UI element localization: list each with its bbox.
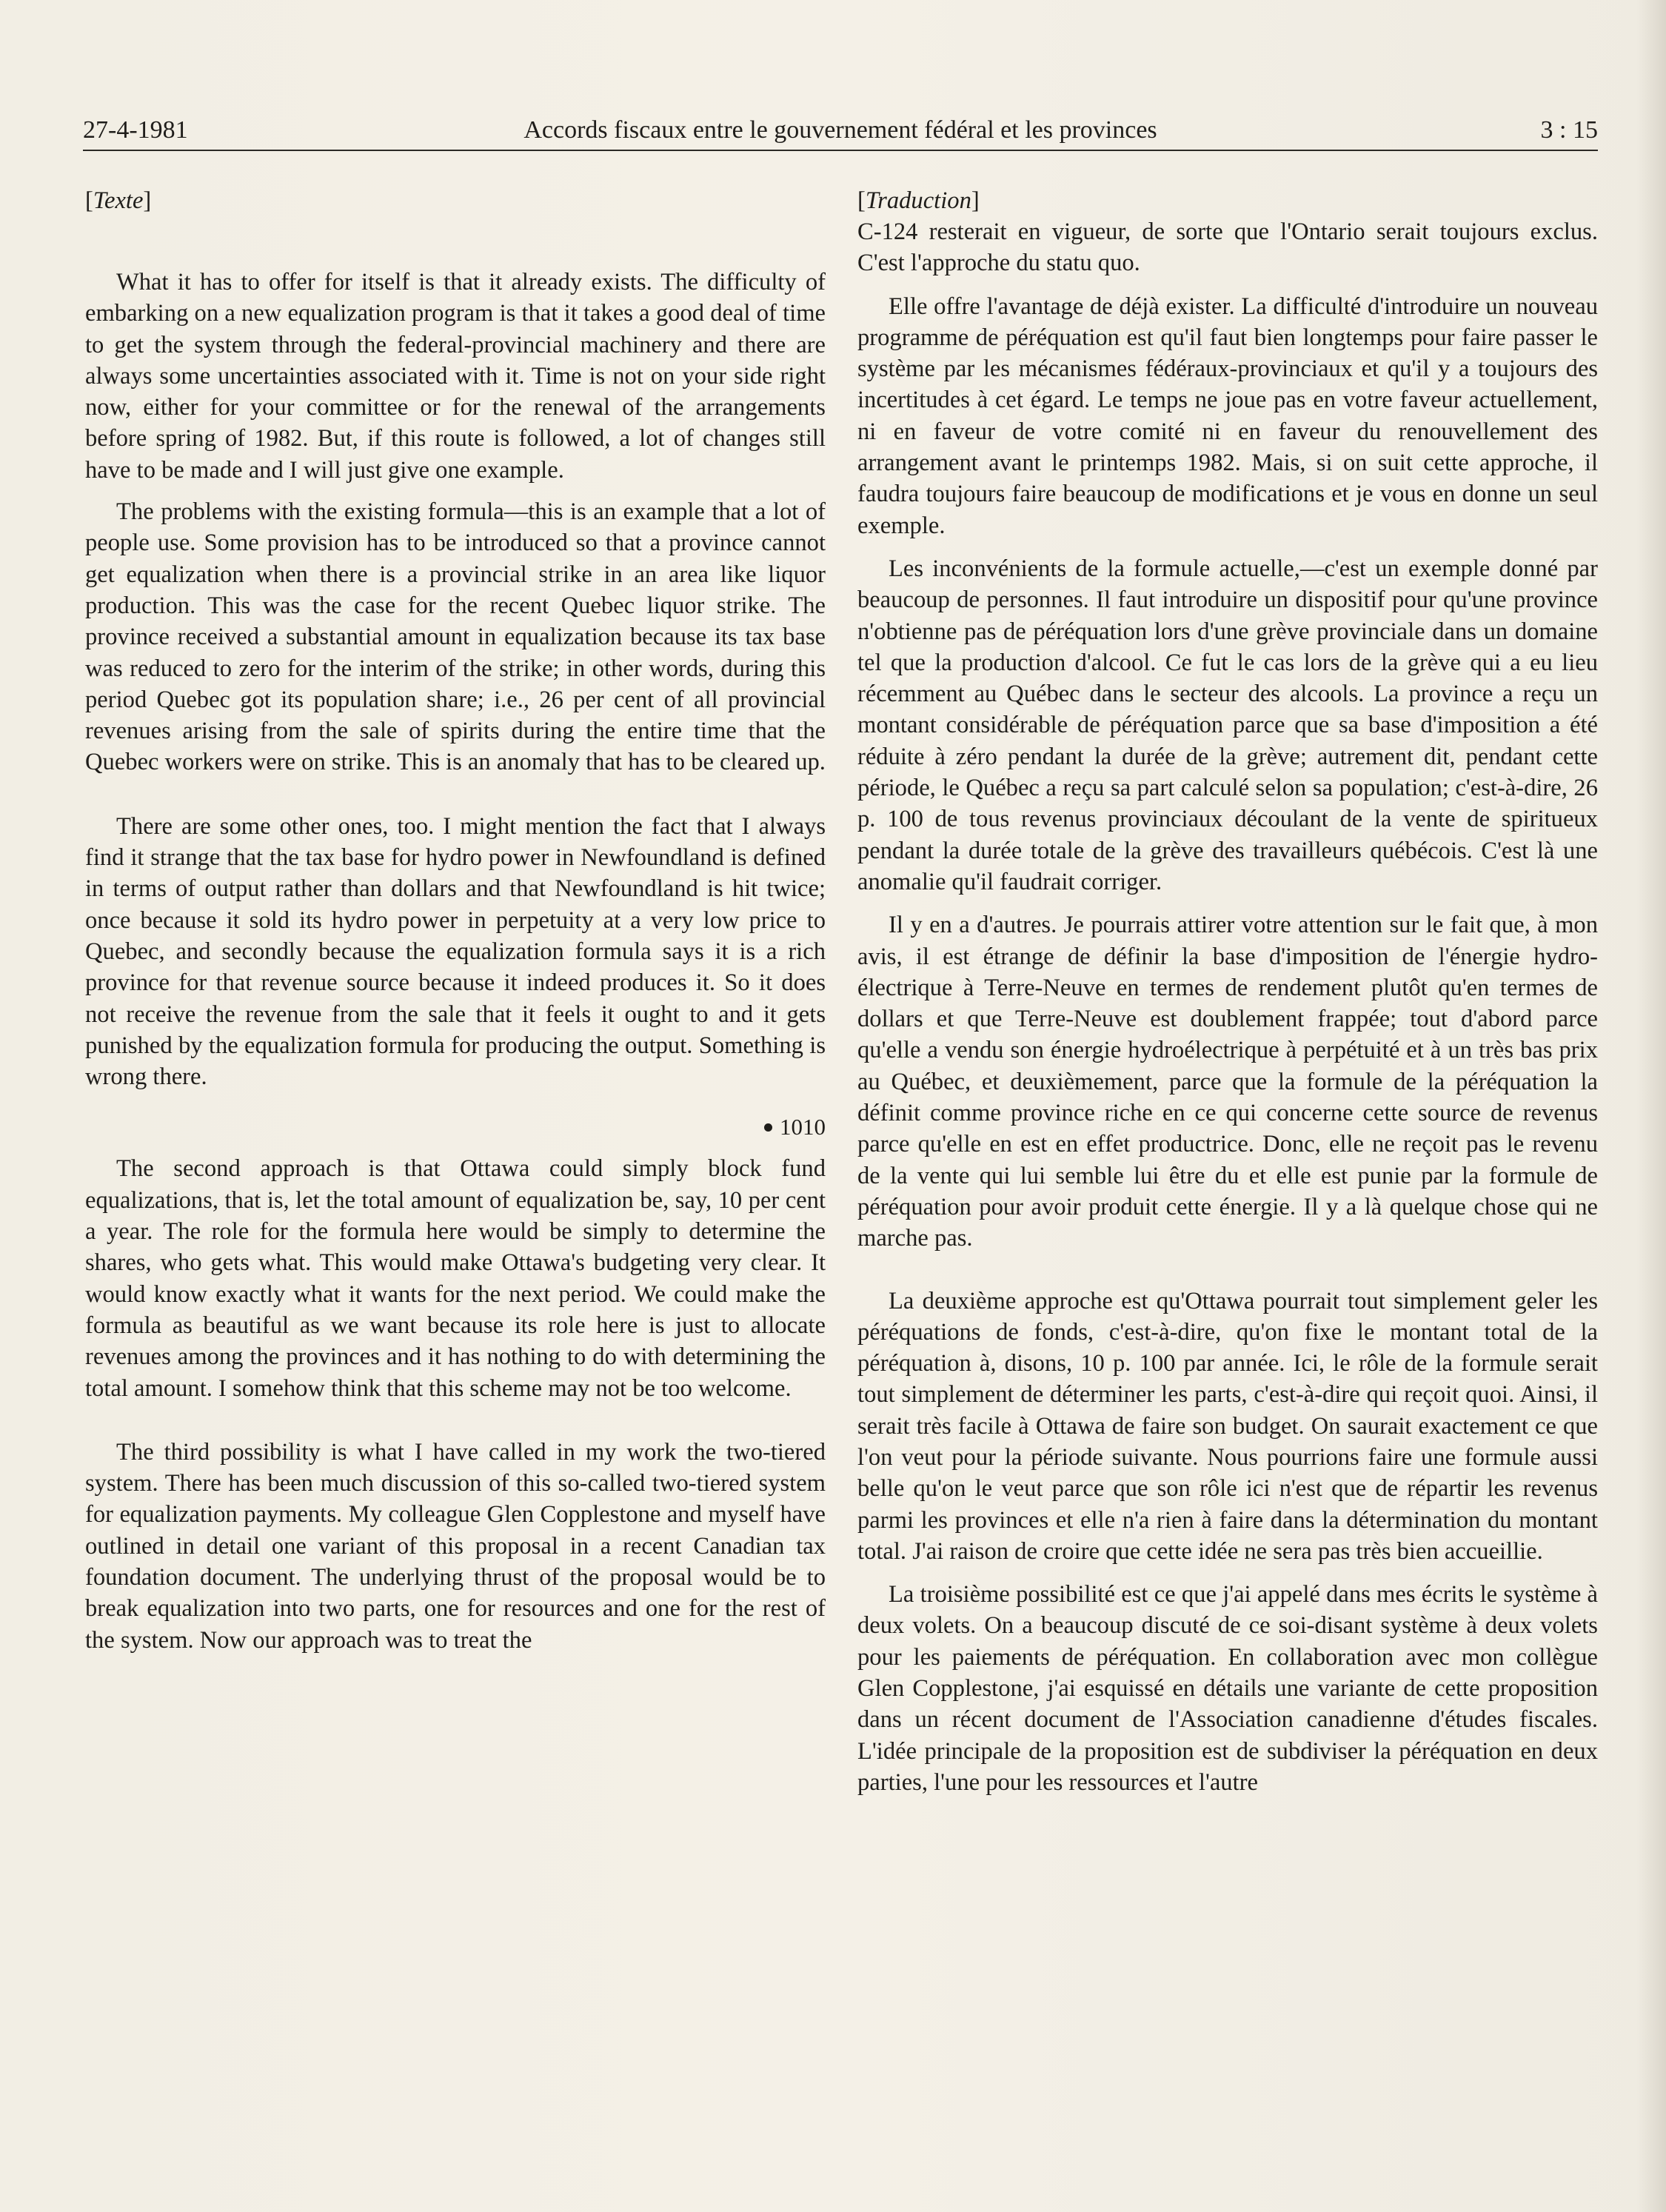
en-paragraph-1: What it has to offer for itself is that it already exists. The difficulty of embarking on a new equalization program is that it takes a good deal of time to get the system through the federal-provincial machinery and there are always some uncertainties associated with it. Time is not on your side right now, either for your committee or for the renewal of the arrangements before spring of 1982. But, if this route is followed, a lot of changes still have to be made and I will just give one example. — [85, 269, 826, 484]
translation-label: [Traduction] — [857, 187, 980, 214]
header-date: 27-4-1981 — [83, 116, 188, 144]
page-edge-shadow — [1636, 0, 1666, 2212]
fr-paragraph-2: Elle offre l'avantage de déjà exister. La difficulté d'introduire un nouveau programme de péréquation est qu'il faut bien longtemps pour faire passer le système par les mécanismes fédéraux-provinciaux et qu'il y a toujours des incertitudes à cet égard. Le temps ne joue pas en votre faveur actuellement, ni en faveur de votre comité ni en faveur du renouvellement des arrangement avant le printemps 1982. Mais, si on suit cette approche, il faudra toujours faire beaucoup de modifications et je vous en donne un seul exemple. — [857, 293, 1598, 539]
french-column — [857, 185, 1598, 1810]
header-page-number: 3 : 15 — [1540, 116, 1598, 144]
english-column — [85, 185, 826, 1666]
fr-paragraph-6: La troisième possibilité est ce que j'ai appelé dans mes écrits le système à deux volets. On a beaucoup discuté de ce soi-disant système à deux volets pour les paiements de péréquation. En collaboration avec mon collègue Glen Copplestone, j'ai esquissé en détails une variante de cette proposition dans un récent document de l'Association canadienne d'études fiscales. L'idée principale de la proposition est de subdiviser la péréquation en deux parties, l'une pour les ressources et l'autre — [857, 1581, 1598, 1796]
time-marker-value: 1010 — [780, 1114, 826, 1140]
header-title: Accords fiscaux entre le gouvernement fédéral et les provinces — [523, 116, 1157, 144]
en-paragraph-3: There are some other ones, too. I might mention the fact that I always find it strange that the tax base for hydro power in Newfoundland is defined in terms of output rather than dollars and that Newfoundland is hit twice; once because it sold its hydro power in perpetuity at a very low price to Quebec, and secondly because the equalization formula says it is a rich province for that revenue source because it indeed produces it. So it does not receive the revenue from the sale that it feels it ought to and it gets punished by the equalization formula for producing the output. Something is wrong there. — [85, 812, 826, 1091]
bullet-icon — [764, 1123, 772, 1132]
running-header — [83, 111, 1598, 151]
text-label: [Texte] — [85, 187, 152, 214]
en-paragraph-4: The second approach is that Ottawa could simply block fund equalizations, that is, let the total amount of equalization be, say, 10 per cent a year. The role for the formula here would be simply to determine the shares, who gets what. This would make Ottawa's budgeting very clear. It would know exactly what it wants for the next period. We could make the formula as beautiful as we want because its role here is just to allocate revenues among the provinces and it has nothing to do with determining the total amount. I somehow think that this scheme may not be too welcome. — [85, 1155, 826, 1402]
time-marker — [85, 1112, 826, 1143]
fr-paragraph-4: Il y en a d'autres. Je pourrais attirer votre attention sur le fait que, à mon avis, il est étrange de définir la base d'imposition de l'énergie hydro-électrique à Terre-Neuve en termes de rendement plutôt qu'en termes de dollars et que Terre-Neuve est doublement frappée; tout d'abord parce qu'elle a vendu son énergie hydroélectrique à perpétuité et à un très bas prix au Québec, et deuxièmement, parce que la formule de la péréquation la définit comme province riche en ce qui concerne cette source de revenus parce qu'elle en est en effet productrice. Donc, elle ne reçoit pas le revenu de la vente qui lui semble lui être du et elle est punie par la formule de péréquation pour avoir produit cette énergie. Il y a là quelque chose qui ne marche pas. — [857, 912, 1598, 1252]
en-paragraph-2: The problems with the existing formula—this is an example that a lot of people use. Some provision has to be introduced so that a province cannot get equalization when there is a provincial strike in an area like liquor production. This was the case for the recent Quebec liquor strike. The province received a substantial amount in equalization because its tax base was reduced to zero for the interim of the strike; in other words, during this period Quebec got its population share; i.e., 26 per cent of all provincial revenues arising from the sale of spirits during the entire time that the Quebec workers were on strike. This is an anomaly that has to be cleared up. — [85, 498, 826, 776]
fr-paragraph-5: La deuxième approche est qu'Ottawa pourrait tout simplement geler les péréquations de fonds, c'est-à-dire, qu'on fixe le montant total de la péréquation à, disons, 10 p. 100 par année. Ici, le rôle de la formule serait tout simplement de déterminer les parts, c'est-à-dire qui reçoit quoi. Ainsi, il serait très facile à Ottawa de faire son budget. On saurait exactement ce que l'on veut pour la période suivante. Nous pourrions faire une formule aussi belle qu'on le veut parce que son rôle ici n'est que de répartir les revenus parmi les provinces et elle n'a rien à faire dans la détermination du montant total. J'ai raison de croire que cette idée ne sera pas très bien accueillie. — [857, 1287, 1598, 1565]
translation-label-word: Traduction — [865, 187, 971, 214]
fr-paragraph-3: Les inconvénients de la formule actuelle,—c'est un exemple donné par beaucoup de personnes. Il faut introduire un dispositif pour qu'une province n'obtienne pas de péréquation lors d'une grève provinciale dans un domaine tel que la production d'alcool. Ce fut le cas lors de la grève qui a eu lieu récemment au Québec dans le secteur des alcools. La province a reçu un montant considérable de péréquation parce que sa base d'imposition a été réduite à zéro pendant la durée de la grève; autrement dit, pendant cette période, le Québec a reçu sa part calculé selon sa population; c'est-à-dire, 26 p. 100 de tous revenus provinciaux découlant de la vente de spiritueux pendant la durée totale de la grève des travailleurs québécois. C'est là une anomalie qu'il faudrait corriger. — [857, 555, 1598, 895]
fr-paragraph-1: C-124 resterait en vigueur, de sorte que l'Ontario serait toujours exclus. C'est l'approche du statu quo. — [857, 218, 1598, 277]
en-paragraph-5: The third possibility is what I have called in my work the two-tiered system. There has been much discussion of this so-called two-tiered system for equalization payments. My colleague Glen Copplestone and myself have outlined in detail one variant of this proposal in a recent Canadian tax foundation document. The underlying thrust of the proposal would be to break equalization into two parts, one for resources and one for the rest of the system. Now our approach was to treat the — [85, 1438, 826, 1654]
text-label-word: Texte — [93, 187, 144, 214]
